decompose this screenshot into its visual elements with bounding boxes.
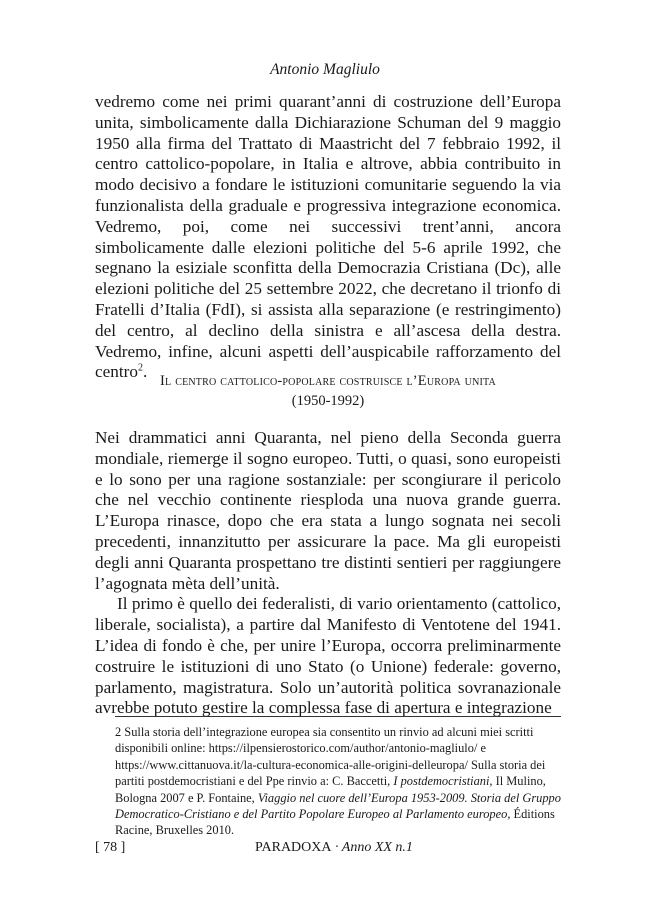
footnote-text-a: Sulla storia dell’integrazione europea sia consentito un rinvio ad alcuni miei scritti disponibili online: https://ilpensierostorico.com/author/antonio-magliulo/ e https://www.cittanuova.it/la-cultura-economica-alle-origini-delleuropa/ Sulla storia dei partiti postdemocristiani e del Ppe rinvio a: C. Baccetti, bbox=[115, 725, 546, 789]
journal-name bbox=[255, 840, 413, 856]
body-paragraph-3: Il primo è quello dei federalisti, di vario orientamento (cattolico, liberale, socialista), a partire dal Manifesto di Ventotene del 1941. L’idea di fondo è che, per unire l’Europa, occorra preliminarmente costruire le istituzioni di uno Stato (o Unione) federale: governo, parlamento, magistratura. Solo un’autorità politica sovranazionale avrebbe potuto gestire la complessa fase di apertura e integrazione bbox=[95, 594, 561, 718]
body-paragraph-1: vedremo come nei primi quarant’anni di costruzione dell’Europa unita, simbolicamente dalla Dichiarazione Schuman del 9 maggio 1950 alla firma del Trattato di Maastricht del 7 febbraio 1992, il centro cattolico-popolare, in Italia e altrove, abbia contribuito in modo decisivo a fondare le istituzioni comunitarie seguendo la via funzionalista della graduale e progressiva integrazione economica. Vedremo, poi, come nei successivi trent’anni, ancora simbolicamente dalle elezioni politiche del 5-6 aprile 1992, che segnano la esiziale sconfitta della Democrazia Cristiana (Dc), alle elezioni politiche del 25 settembre 2022, che decretano il trionfo di Fratelli d’Italia (FdI), si assista alla separazione (e restringimento) del centro, al declino della sinistra e all’ascesa della destra. Vedremo, infine, alcuni aspetti dell’auspicabile rafforzamento del centro$^2$. bbox=[95, 92, 561, 382]
footnote-text-c: , Éditions Racine, Bruxelles 2010. bbox=[115, 807, 555, 838]
body-paragraph-2: Nei drammatici anni Quaranta, nel pieno della Seconda guerra mondiale, riemerge il sogno europeo. Tutti, o quasi, sono europeisti e lo sono per una ragione sostanziale: per scongiurare il pericolo che nel vecchio continente riesploda una nuova grande guerra. L’Europa rinasce, dopo che era stata a lungo sognata nei secoli precedenti, innanzitutto per assicurare la pace. Ma gli europeisti degli anni Quaranta prospettano tre distinti sentieri per raggiungere l’agognata mèta dell’unità. bbox=[95, 428, 561, 593]
section-years: (1950-1992) bbox=[291, 393, 365, 409]
section-heading bbox=[95, 371, 561, 411]
footnote-reference[interactable]: 2 bbox=[137, 362, 143, 374]
footnote-divider bbox=[115, 716, 561, 717]
page-number: [ 78 ] bbox=[95, 840, 126, 855]
running-head: Antonio Magliulo bbox=[270, 61, 380, 78]
footnote-2 bbox=[115, 724, 561, 839]
section-body bbox=[95, 428, 561, 719]
journal-title: PARADOXA bbox=[255, 840, 332, 855]
footnote-text-b: , Il Mulino, Bologna 2007 e P. Fontaine, bbox=[115, 774, 546, 805]
section-title: Il centro cattolico-popolare costruisce l’Europa unita bbox=[160, 373, 496, 389]
footnote-book-title-2: Viaggio nel cuore dell’Europa 1953-2009. Storia del Gruppo Democratico-Cristiano e del Partito Popolare Europeo al Parlamento europeo bbox=[115, 790, 561, 822]
journal-issue: · Anno XX n.1 bbox=[331, 840, 413, 855]
footnote-number: 2 bbox=[115, 725, 122, 739]
paragraph-1-text: vedremo come nei primi quarant’anni di costruzione dell’Europa unita, simbolicamente dalla Dichiarazione Schuman del 9 maggio 1950 alla firma del Trattato di Maastricht del 7 febbraio 1992, il centro cattolico-popolare, in Italia e altrove, abbia contribuito in modo decisivo a fondare le istituzioni comunitarie seguendo la via funzionalista della graduale e progressiva integrazione economica. Vedremo, poi, come nei successivi trent’anni, ancora simbolicamente dalle elezioni politiche del 5-6 aprile 1992, che segnano la esiziale sconfitta della Democrazia Cristiana (Dc), alle elezioni politiche del 25 settembre 2022, che decretano il trionfo di Fratelli d’Italia (FdI), si assista alla separazione (e restringimento) del centro, al declino della sinistra e all’ascesa della destra. Vedremo, infine, alcuni aspetti dell’auspicabile rafforzamento del centro bbox=[95, 92, 561, 382]
footnote-book-title-1: I postdemocristiani bbox=[393, 774, 490, 789]
